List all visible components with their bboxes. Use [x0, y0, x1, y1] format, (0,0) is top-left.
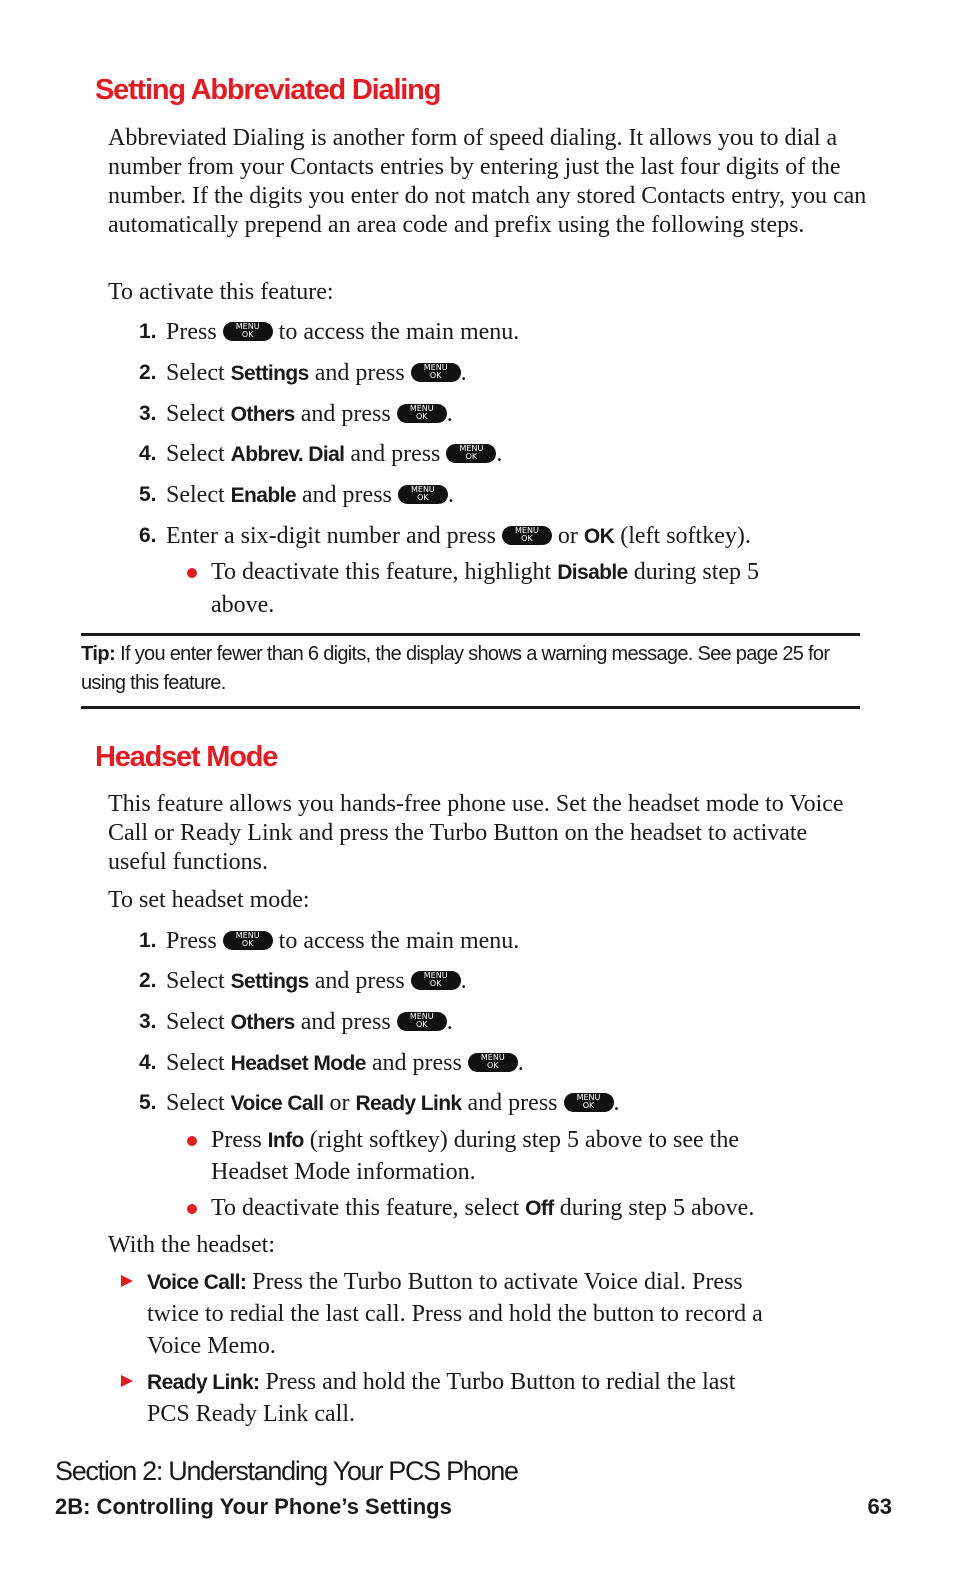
- headset-mode-intro: This feature allows you hands-free phone use. Set the headset mode to Voice Call or Ready Link and press the Turbo Button on the headset to activate useful functions.: [108, 791, 844, 875]
- hs-step-2: Select Settings and press MENU OK .: [166, 968, 467, 994]
- step-6: Enter a six-digit number and press MENU OK or OK (left softkey).: [166, 523, 751, 549]
- menu-item-disable: Disable: [557, 561, 628, 584]
- step-3: Select Others and press MENU OK .: [166, 401, 453, 427]
- footer-section-title: Section 2: Understanding Your PCS Phone: [55, 1456, 518, 1486]
- ready-link-desc-2: PCS Ready Link call.: [147, 1401, 355, 1427]
- menu-ok-key-icon: MENU OK: [564, 1093, 614, 1112]
- info-note: Press Info (right softkey) during step 5 above to see the: [211, 1127, 739, 1153]
- deactivate-note: To deactivate this feature, highlight Disable during step 5: [211, 559, 760, 585]
- voice-call-desc-3: Voice Memo.: [147, 1333, 276, 1359]
- voice-call-desc: Voice Call: Press the Turbo Button to activate Voice dial. Press: [147, 1269, 743, 1295]
- menu-ok-key-icon: MENU OK: [397, 1012, 447, 1031]
- voice-call-desc-2: twice to redial the last call. Press and hold the button to record a: [147, 1301, 763, 1327]
- page-number: 63: [867, 1494, 892, 1519]
- deactivate-note-cont: above.: [211, 592, 275, 618]
- menu-item-ready-link: Ready Link: [355, 1092, 462, 1115]
- ready-link-label: Ready Link:: [147, 1371, 260, 1394]
- softkey-info: Info: [267, 1129, 304, 1152]
- menu-ok-key-icon: MENU OK: [397, 404, 447, 423]
- abbreviated-dialing-intro: Abbreviated Dialing is another form of speed dialing. It allows you to dial a number from your Contacts entries by entering just the last four digits of the number. If the digits you enter do not match any stored Contacts entry, you can automatically prepend an area code and prefix using the following steps.: [108, 125, 867, 238]
- step-number: 2.: [139, 361, 157, 384]
- menu-item-enable: Enable: [230, 484, 296, 507]
- bullet-dot-icon: [187, 568, 197, 578]
- section-title-headset-mode: Headset Mode: [95, 741, 278, 773]
- hs-step-4: Select Headset Mode and press MENU OK .: [166, 1050, 524, 1076]
- step-2: Select Settings and press MENU OK .: [166, 360, 467, 386]
- step-number: 2.: [139, 969, 157, 992]
- footer-subsection: 2B: Controlling Your Phone’s Settings: [55, 1494, 452, 1519]
- step-number: 6.: [139, 524, 157, 547]
- tip-top-rule: [81, 633, 860, 636]
- menu-item-settings: Settings: [230, 362, 309, 385]
- menu-ok-key-icon: MENU OK: [411, 363, 461, 382]
- hs-step-3: Select Others and press MENU OK .: [166, 1009, 453, 1035]
- menu-ok-key-icon: MENU OK: [446, 444, 496, 463]
- step-number: 4.: [139, 1051, 157, 1074]
- menu-ok-key-icon: MENU OK: [502, 526, 552, 545]
- hs-step-5: Select Voice Call or Ready Link and press MENU OK .: [166, 1090, 620, 1116]
- section-title-abbreviated-dialing: Setting Abbreviated Dialing: [95, 74, 441, 106]
- step-number: 4.: [139, 442, 157, 465]
- step-number: 1.: [139, 929, 157, 952]
- arrow-bullet-icon: [121, 1375, 133, 1387]
- activate-lead: To activate this feature:: [108, 279, 334, 305]
- bullet-dot-icon: [187, 1136, 197, 1146]
- set-headset-lead: To set headset mode:: [108, 887, 310, 913]
- hs-step-1: Press MENU OK to access the main menu.: [166, 928, 520, 954]
- step-number: 1.: [139, 320, 157, 343]
- menu-item-headset-mode: Headset Mode: [230, 1052, 366, 1075]
- step-number: 3.: [139, 1010, 157, 1033]
- step-5: Select Enable and press MENU OK .: [166, 482, 454, 508]
- with-headset-lead: With the headset:: [108, 1232, 275, 1258]
- menu-ok-key-icon: MENU OK: [223, 322, 273, 341]
- tip-box: [81, 640, 860, 698]
- menu-ok-key-icon: MENU OK: [398, 485, 448, 504]
- softkey-ok: OK: [583, 525, 615, 548]
- menu-item-others: Others: [230, 1011, 295, 1034]
- off-note: To deactivate this feature, select Off during step 5 above.: [211, 1195, 755, 1221]
- menu-item-others: Others: [230, 403, 295, 426]
- tip-text: If you enter fewer than 6 digits, the display shows a warning message. See page 25 for using this feature.: [81, 643, 830, 694]
- menu-item-voice-call: Voice Call: [230, 1092, 324, 1115]
- menu-item-abbrev-dial: Abbrev. Dial: [230, 443, 345, 466]
- voice-call-label: Voice Call:: [147, 1271, 247, 1294]
- step-number: 3.: [139, 402, 157, 425]
- menu-ok-key-icon: MENU OK: [223, 931, 273, 950]
- tip-label: Tip:: [81, 643, 116, 665]
- ready-link-desc: Ready Link: Press and hold the Turbo Button to redial the last: [147, 1369, 736, 1395]
- menu-item-settings: Settings: [230, 970, 309, 993]
- step-4: Select Abbrev. Dial and press MENU OK .: [166, 441, 503, 467]
- arrow-bullet-icon: [121, 1275, 133, 1287]
- tip-bottom-rule: [81, 706, 860, 709]
- step-number: 5.: [139, 483, 157, 506]
- step-1: Press MENU OK to access the main menu.: [166, 319, 520, 345]
- menu-item-off: Off: [525, 1197, 554, 1220]
- step-number: 5.: [139, 1091, 157, 1114]
- bullet-dot-icon: [187, 1204, 197, 1214]
- menu-ok-key-icon: MENU OK: [468, 1053, 518, 1072]
- info-note-cont: Headset Mode information.: [211, 1159, 476, 1185]
- menu-ok-key-icon: MENU OK: [411, 971, 461, 990]
